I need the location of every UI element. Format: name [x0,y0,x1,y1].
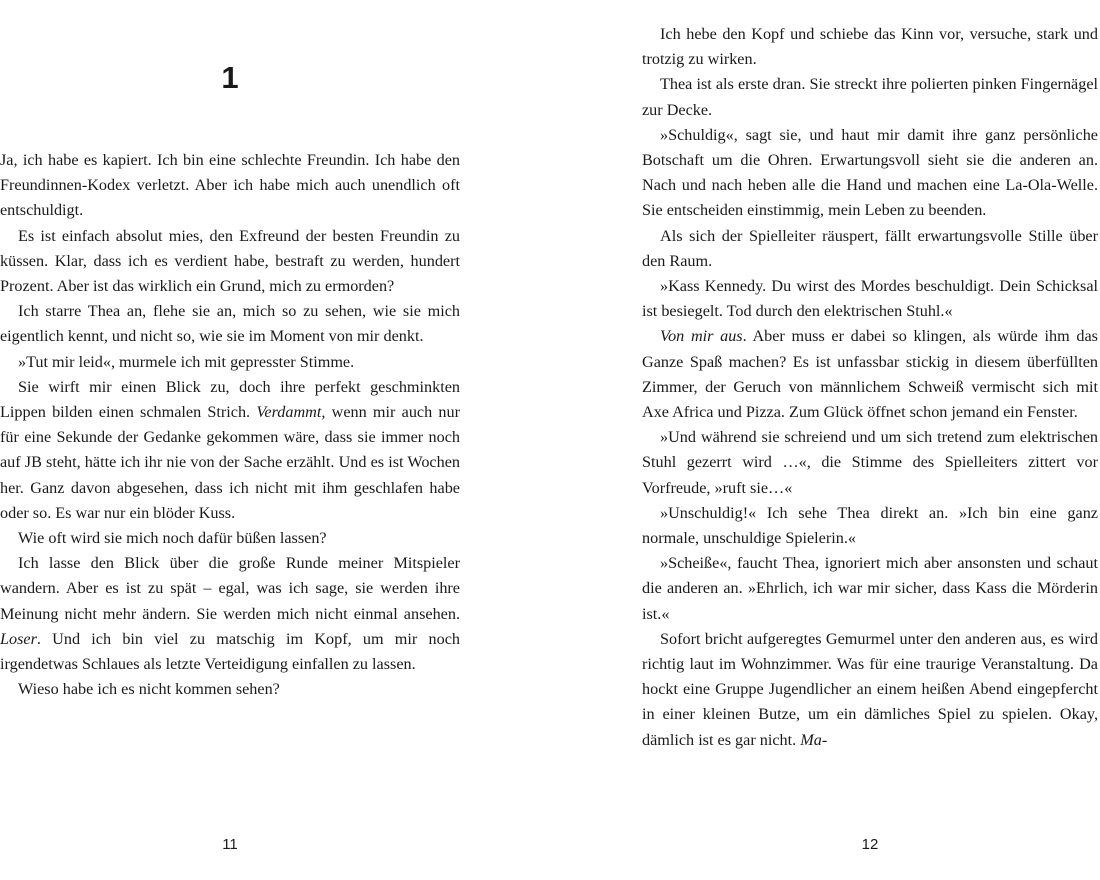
paragraph-text: Ich lasse den Blick über die große Runde meiner Mitspieler wandern. Aber es ist zu spät – egal, was ich sage, sie werden ihre Meinung nicht mehr ändern. Sie werden mich nicht einmal ansehen. [0,554,460,623]
paragraph-text: Als sich der Spielleiter räuspert, fällt erwartungsvolle Stille über den Raum. [642,226,1098,270]
paragraph [642,22,1098,72]
paragraph [0,551,460,677]
paragraph-text: Ich hebe den Kopf und schiebe das Kinn vor, versuche, stark und trotzig zu wirken. [642,25,1098,69]
paragraph [642,425,1098,501]
italic-text: Verdammt, [256,403,326,422]
paragraph-text: Ich starre Thea an, flehe sie an, mich so zu sehen, wie sie mich eigentlich kennt, und nicht so, wie sie im Moment von mir denkt. [0,302,460,346]
paragraph [642,627,1098,753]
left-page [0,0,460,880]
paragraph [0,350,460,375]
italic-text: Ma- [800,730,828,749]
paragraph [642,324,1098,425]
paragraph [642,224,1098,274]
paragraph [642,501,1098,551]
paragraph [642,551,1098,627]
paragraph-text: Thea ist als erste dran. Sie streckt ihre polierten pinken Fingernägel zur Decke. [642,75,1098,119]
right-page-text [642,22,1098,753]
paragraph-text: »Unschuldig!« Ich sehe Thea direkt an. »Ich bin eine ganz normale, unschuldige Spielerin.« [642,503,1098,548]
chapter-number: 1 [221,60,239,95]
paragraph-text: »Tut mir leid«, murmele ich mit gepresster Stimme. [18,352,355,371]
paragraph-text: wenn mir auch nur für eine Sekunde der Gedanke gekommen wäre, dass sie immer noch auf JB steht, hätte ich ihr nie von der Sache erzählt. Und es ist Wochen her. Ganz davon abgesehen, dass ich nicht mit ihm geschlafen habe oder so. Es war nur ein blöder Kuss. [0,403,460,522]
paragraph [0,677,460,702]
paragraph [642,123,1098,224]
right-page [642,0,1098,880]
paragraph-text: Sofort bricht aufgeregtes Gemurmel unter den anderen aus, es wird richtig laut im Wohnzimmer. Was für eine traurige Veranstaltung. Da hockt eine Gruppe Jugendlicher an einem heißen Abend eingepfercht in einer kleinen Butze, um ein dämliches Spiel zu spielen. Okay, dämlich ist es gar nicht. [642,629,1098,749]
paragraph [0,224,460,300]
paragraph-text: »Schuldig«, sagt sie, und haut mir damit ihre ganz persönliche Botschaft um die Ohren. Erwartungsvoll sieht sie die anderen an. Nach und nach heben alle die Hand und machen eine La-Ola-Welle. Sie entscheiden einstimmig, mein Leben zu beenden. [642,125,1098,220]
italic-text: Von mir aus [660,327,743,346]
paragraph-text: »Scheiße«, faucht Thea, ignoriert mich aber ansonsten und schaut die anderen an. »Ehrlich, ich war mir sicher, dass Kass die Mörderin ist.« [642,554,1098,623]
paragraph [0,148,460,224]
paragraph-text: . Und ich bin viel zu matschig im Kopf, um mir noch irgendetwas Schlaues als letzte Verteidigung einfallen zu lassen. [0,629,460,674]
italic-text: Loser [0,629,37,648]
paragraph [0,375,460,526]
paragraph-text: »Kass Kennedy. Du wirst des Mordes beschuldigt. Dein Schicksal ist besiegelt. Tod durch den elektrischen Stuhl.« [642,277,1098,321]
paragraph-text: Es ist einfach absolut mies, den Exfreund der besten Freundin zu küssen. Klar, dass ich es verdient habe, bestraft zu werden, hundert Prozent. Aber ist das wirklich ein Grund, mich zu ermorden? [0,226,460,296]
paragraph [642,72,1098,122]
paragraph [642,274,1098,324]
paragraph-text: Wie oft wird sie mich noch dafür büßen lassen? [18,529,327,548]
left-page-text [0,148,460,702]
paragraph-text: Wieso habe ich es nicht kommen sehen? [18,680,280,699]
paragraph-text: Ja, ich habe es kapiert. Ich bin eine schlechte Freundin. Ich habe den Freundinnen-Kodex verletzt. Aber ich habe mich auch unendlich oft entschuldigt. [0,151,460,220]
page-number-left: 11 [222,836,238,853]
paragraph [0,299,460,349]
paragraph-text: »Und während sie schreiend und um sich tretend zum elektrischen Stuhl gezerrt wird …«, die Stimme des Spielleiters zittert vor Vorfreude, »ruft sie…« [642,428,1098,497]
paragraph [0,526,460,551]
page-number-right: 12 [861,836,879,853]
paragraph-text: . Aber muss er dabei so klingen, als würde ihm das Ganze Spaß machen? Es ist unfassbar stickig in diesem überfüllten Zimmer, der Geruch von männlichem Schweiß vermischt sich mit Axe Africa und Pizza. Zum Glück öffnet schon jemand ein Fenster. [642,327,1098,422]
paragraph-text: Sie wirft mir einen Blick zu, doch ihre perfekt geschminkten Lippen bilden einen schmalen Strich. [0,377,460,422]
